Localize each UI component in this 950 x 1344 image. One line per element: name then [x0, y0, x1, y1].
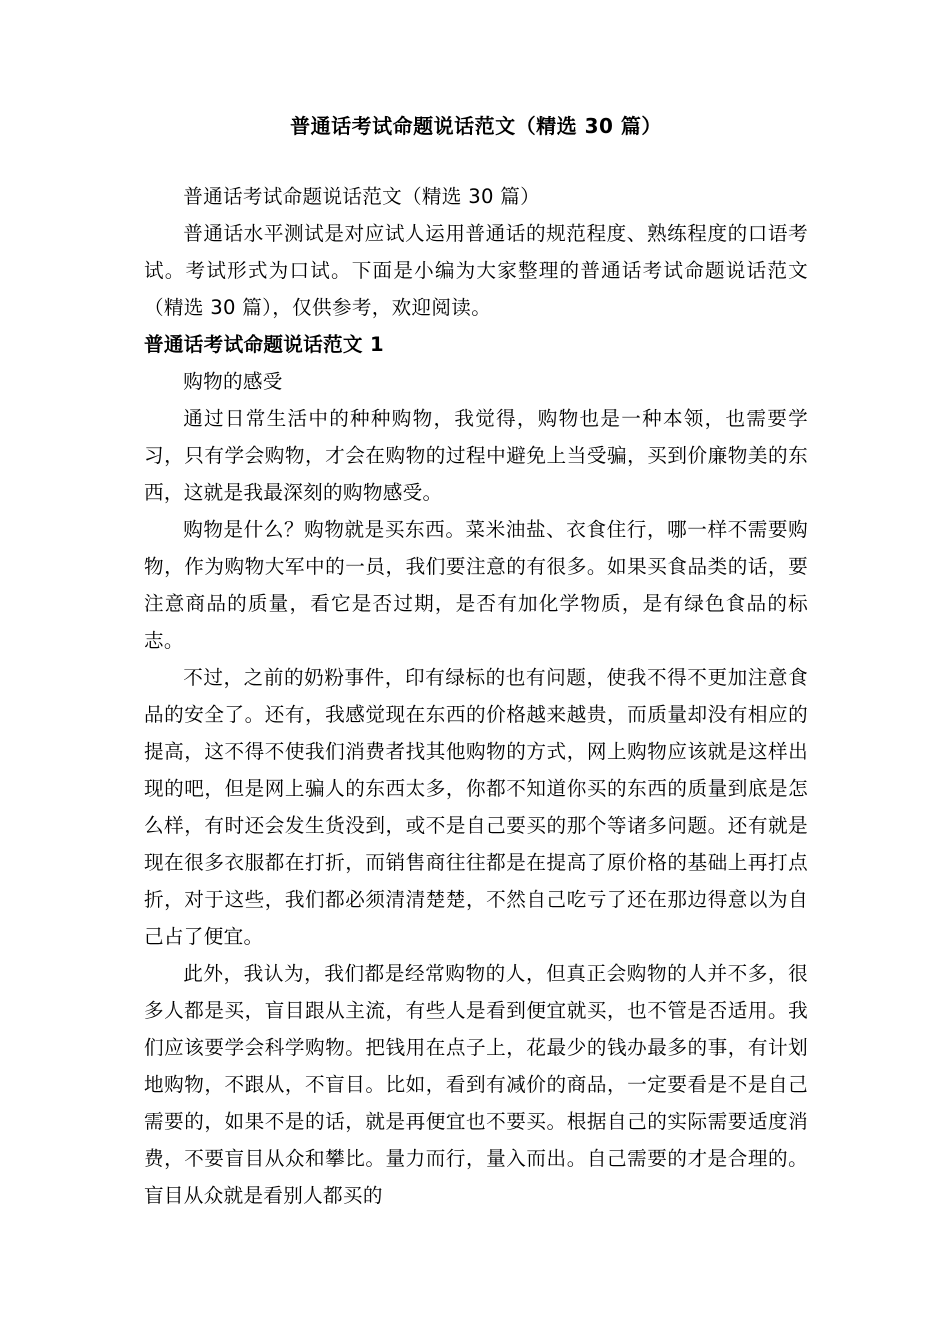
body-paragraph: 购物是什么？购物就是买东西。菜米油盐、衣食住行，哪一样不需要购物，作为购物大军中的一员，我们要注意的有很多。如果买食品类的话，要注意商品的质量，看它是否过期，是否有加化学物质，是有绿色食品的标志。	[144, 518, 808, 652]
document-title: 普通话考试命题说话范文（精选 30 篇）	[290, 114, 662, 138]
document-page	[144, 108, 808, 1214]
intro-paragraph: 普通话水平测试是对应试人运用普通话的规范程度、熟练程度的口语考试。考试形式为口试。下面是小编为大家整理的普通话考试命题说话范文（精选 30 篇），仅供参考，欢迎阅读。	[144, 222, 808, 319]
body-paragraph: 通过日常生活中的种种购物，我觉得，购物也是一种本领，也需要学习，只有学会购物，才会在购物的过程中避免上当受骗，买到价廉物美的东西，这就是我最深刻的购物感受。	[144, 407, 808, 504]
body-paragraph: 此外，我认为，我们都是经常购物的人，但真正会购物的人并不多，很多人都是买，盲目跟从主流，有些人是看到便宜就买，也不管是否适用。我们应该要学会科学购物。把钱用在点子上，花最少的钱办最多的事，有计划地购物，不跟从，不盲目。比如，看到有减价的商品，一定要看是不是自己需要的，如果不是的话，就是再便宜也不要买。根据自己的实际需要适度消费，不要盲目从众和攀比。量力而行，量入而出。自己需要的才是合理的。盲目从众就是看别人都买的	[144, 962, 808, 1207]
section-heading: 普通话考试命题说话范文 1	[144, 333, 384, 356]
body-paragraph: 不过，之前的奶粉事件，印有绿标的也有问题，使我不得不更加注意食品的安全了。还有，我感觉现在东西的价格越来越贵，而质量却没有相应的提高，这不得不使我们消费者找其他购物的方式，网上购物应该就是这样出现的吧，但是网上骗人的东西太多，你都不知道你买的东西的质量到底是怎么样，有时还会发生货没到，或不是自己要买的那个等诸多问题。还有就是现在很多衣服都在打折，而销售商往往都是在提高了原价格的基础上再打点折，对于这些，我们都必须清清楚楚，不然自己吃亏了还在那边得意以为自己占了便宜。	[144, 666, 808, 948]
document-subtitle: 普通话考试命题说话范文（精选 30 篇）	[183, 185, 541, 208]
essay-title: 购物的感受	[183, 370, 283, 393]
